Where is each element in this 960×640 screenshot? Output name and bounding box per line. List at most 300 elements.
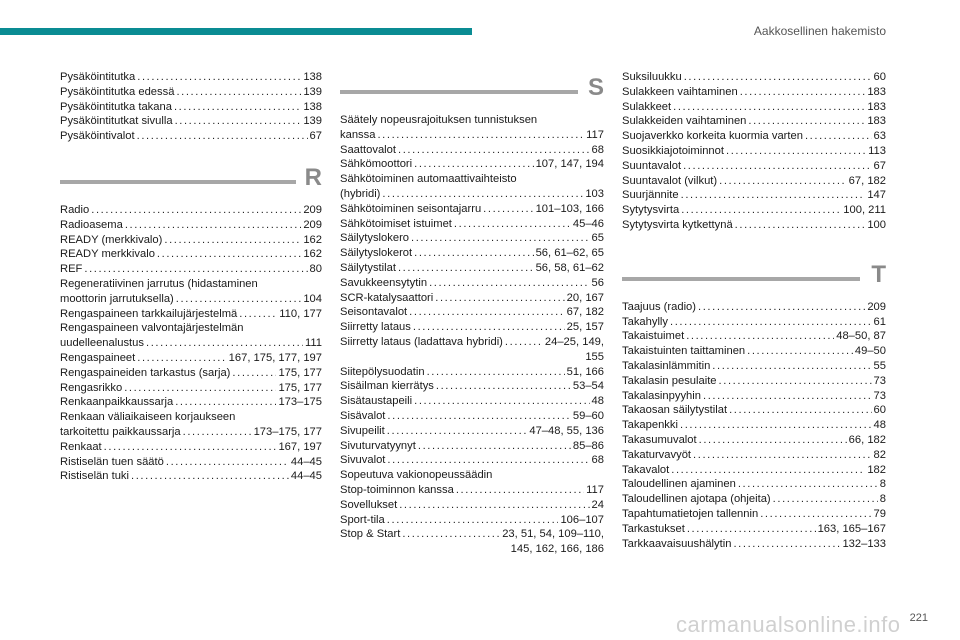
index-entry-page: 67, 182: [566, 306, 604, 319]
index-entry-page: 173–175, 177: [253, 425, 322, 438]
index-entry-term: Taloudellinen ajaminen: [622, 478, 736, 491]
index-entry-term: Sisävalot: [340, 409, 386, 422]
dot-leader: [176, 292, 302, 307]
index-entry: [60, 233, 322, 248]
dot-leader: [748, 114, 865, 129]
dot-leader: [435, 291, 564, 306]
section-header-t: [622, 259, 886, 293]
index-entry-page: 209: [867, 300, 886, 313]
index-entry-page: 117: [586, 128, 604, 141]
dot-leader: [735, 218, 866, 233]
dot-leader: [137, 129, 308, 144]
index-entry-page: 103: [585, 187, 604, 200]
dot-leader: [402, 527, 500, 542]
dot-leader: [84, 262, 307, 277]
index-entry: [340, 379, 604, 394]
index-entry-term: Taajuus (radio): [622, 300, 696, 313]
dot-leader: [137, 351, 226, 366]
dot-leader: [411, 231, 590, 246]
index-entry-page: 25, 157: [566, 321, 604, 334]
index-entry: [60, 440, 322, 455]
dot-leader: [671, 463, 865, 478]
index-entry-page: 66, 182: [848, 433, 886, 446]
dot-leader: [429, 276, 589, 291]
index-entry-page: 80: [309, 263, 322, 276]
dot-leader: [454, 217, 571, 232]
index-entry-term: Rengaspaineiden tarkastus (sarja): [60, 366, 231, 379]
dot-leader: [693, 448, 872, 463]
dot-leader: [686, 329, 834, 344]
index-entry-page: 73: [873, 374, 886, 387]
index-entry-page: 56, 61–62, 65: [535, 247, 604, 260]
section-t-list: [622, 300, 886, 552]
index-entry-page: 162: [303, 233, 322, 246]
index-entry: [340, 424, 604, 439]
dot-leader: [104, 440, 277, 455]
index-entry-page: 56, 58, 61–62: [535, 261, 604, 274]
col3-top-list: [622, 70, 886, 233]
index-entry-term: Suojaverkko korkeita kuormia varten: [622, 130, 803, 143]
index-entry: [622, 537, 886, 552]
section-header-s: [340, 72, 604, 106]
index-entry: [622, 433, 886, 448]
index-entry-page: 67: [873, 159, 886, 172]
index-entry-term: Sähkömoottori: [340, 158, 413, 171]
index-entry: [60, 336, 322, 351]
index-entry: [622, 344, 886, 359]
index-entry-term: Savukkeensytytin: [340, 276, 428, 289]
index-entry: [622, 477, 886, 492]
index-entry-term: Takaturvavyöt: [622, 448, 692, 461]
index-entry-page: 48–50, 87: [836, 330, 886, 343]
index-entry: [622, 389, 886, 404]
index-entry: [622, 159, 886, 174]
index-column-2: [340, 70, 604, 557]
dot-leader: [399, 498, 589, 513]
dot-leader: [157, 247, 301, 262]
index-entry-page: 63: [873, 130, 886, 143]
section-header-r: [60, 162, 322, 196]
index-entry-page: 173–175: [278, 396, 322, 409]
page-number: 221: [909, 612, 928, 624]
index-entry-page: 110, 177: [279, 307, 322, 320]
dot-leader: [175, 395, 276, 410]
index-entry-term: Sähkötoiminen seisontajarru: [340, 202, 482, 215]
index-entry-page: 139: [303, 115, 322, 128]
index-entry-page: 68: [591, 454, 604, 467]
index-entry-page: 47–48, 55, 136: [529, 424, 604, 437]
index-entry: [340, 513, 604, 528]
index-entry: [340, 217, 604, 232]
index-entry-page: 56: [591, 276, 604, 289]
index-entry-term: Siitepölysuodatin: [340, 365, 425, 378]
index-entry-term: Rengaspaineet: [60, 351, 136, 364]
index-entry-term: tarkoitettu paikkaussarja: [60, 425, 181, 438]
index-entry: [340, 187, 604, 202]
index-entry: [622, 174, 886, 189]
index-entry-term: Renkaanpaikkaussarja: [60, 396, 174, 409]
index-entry-term: Stop-toiminnon kanssa: [340, 483, 454, 496]
dot-leader: [687, 522, 816, 537]
dot-leader: [773, 492, 878, 507]
index-entry-page: 65: [591, 232, 604, 245]
dot-leader: [377, 128, 584, 143]
index-entry-text: Regeneratiivinen jarrutus (hidastaminen: [60, 277, 258, 290]
index-entry-page: 55: [873, 359, 886, 372]
dot-leader: [683, 159, 871, 174]
index-entry-page: 67, 182: [848, 174, 886, 187]
index-entry: [60, 85, 322, 100]
index-entry-term: Sytytysvirta kytkettynä: [622, 218, 733, 231]
index-entry: [340, 261, 604, 276]
dot-leader: [414, 246, 533, 261]
col1-top-list: [60, 70, 322, 144]
index-entry: [622, 114, 886, 129]
index-entry-term: Rengaspaineen tarkkailujärjestelmä: [60, 307, 238, 320]
index-entry-term: Rengasrikko: [60, 381, 123, 394]
index-entry-term: Sähkötoimiset istuimet: [340, 217, 452, 230]
dot-leader: [125, 218, 302, 233]
index-entry-text: Rengaspaineen valvontajärjestelmän: [60, 322, 244, 335]
index-entry-text: Renkaan väliaikaiseen korjaukseen: [60, 411, 236, 424]
index-entry: [60, 247, 322, 262]
index-entry-term: Tarkkaavaisuushälytin: [622, 537, 732, 550]
dot-leader: [681, 188, 866, 203]
index-entry: [340, 128, 604, 143]
index-entry-term: Takalasin pesulaite: [622, 374, 717, 387]
index-entry-term: Sivupeilit: [340, 424, 385, 437]
dot-leader: [232, 366, 276, 381]
dot-leader: [137, 70, 301, 85]
dot-leader: [703, 389, 872, 404]
index-entry: [60, 307, 322, 322]
section-letter: T: [871, 260, 886, 288]
index-entry: [60, 114, 322, 129]
dot-leader: [131, 469, 289, 484]
dot-leader: [239, 307, 277, 322]
dot-leader: [414, 157, 533, 172]
index-entry-term: Suksiluukku: [622, 71, 682, 83]
dot-leader: [183, 425, 252, 440]
index-entry-page: 183: [867, 85, 886, 98]
index-entry-term: Pysäköintitutka: [60, 71, 136, 83]
index-entry-term: kanssa: [340, 128, 376, 141]
index-entry-page: 59–60: [572, 409, 604, 422]
index-entry-page: 139: [303, 85, 322, 98]
index-entry: [622, 144, 886, 159]
index-entry-page: 138: [303, 71, 322, 83]
index-entry-page: 138: [303, 100, 322, 113]
index-entry: [622, 522, 886, 537]
index-entry-page: 209: [303, 203, 322, 216]
index-column-1: [60, 70, 322, 484]
index-entry-term: Takapenkki: [622, 419, 678, 432]
dot-leader: [719, 374, 872, 389]
index-entry: [340, 320, 604, 335]
index-entry-term: Radioasema: [60, 218, 123, 231]
index-entry-term: Takaistuinten taittaminen: [622, 345, 746, 358]
index-entry-page: 167, 175, 177, 197: [228, 351, 322, 364]
index-entry-term: Renkaat: [60, 440, 102, 453]
index-entry-term: Takavalot: [622, 463, 670, 476]
dot-leader: [124, 381, 276, 396]
index-entry-page: 79: [873, 507, 886, 520]
index-entry-page: 45–46: [572, 217, 604, 230]
index-entry: [622, 315, 886, 330]
index-entry-term: REF: [60, 263, 83, 276]
index-entry-term: Sulakkeet: [622, 100, 672, 113]
index-entry: [60, 218, 322, 233]
index-entry: [622, 129, 886, 144]
dot-leader: [164, 233, 301, 248]
index-entry-term: Sport-tila: [340, 513, 385, 526]
dot-leader: [719, 174, 847, 189]
index-entry: [340, 157, 604, 172]
index-entry-term: Saattovalot: [340, 143, 396, 156]
index-entry-term: Ristiselän tuen säätö: [60, 455, 164, 468]
index-entry-term: Sisätaustapeili: [340, 395, 413, 408]
dot-leader: [413, 320, 565, 335]
index-entry: [340, 231, 604, 246]
index-entry-page: 101–103, 166: [535, 202, 604, 215]
index-entry: [622, 492, 886, 507]
index-entry: [340, 498, 604, 513]
index-entry-term: Sivuturvatyynyt: [340, 439, 416, 452]
index-entry-term: Suuntavalot: [622, 159, 682, 172]
section-letter: S: [587, 74, 604, 101]
index-entry-page-continued: 145, 162, 166, 186: [510, 543, 604, 556]
index-entry: [60, 425, 322, 440]
dot-leader: [680, 418, 872, 433]
index-entry: [622, 218, 886, 233]
index-entry: [60, 381, 322, 396]
index-entry-page: 167, 197: [278, 440, 322, 453]
index-entry: [60, 469, 322, 484]
index-entry-term: Suuntavalot (vilkut): [622, 174, 718, 187]
index-entry-page: 60: [873, 71, 886, 83]
dot-leader: [387, 424, 528, 439]
index-entry-term: Säilytyslokerot: [340, 247, 413, 260]
index-entry-page: 117: [586, 483, 604, 496]
index-entry: [60, 351, 322, 366]
dot-leader: [505, 335, 543, 350]
index-entry-page: 132–133: [842, 537, 886, 550]
dot-leader: [409, 305, 565, 320]
index-entry: [340, 305, 604, 320]
index-entry-page: 61: [873, 315, 886, 328]
index-entry: [60, 366, 322, 381]
index-entry-page: 209: [303, 218, 322, 231]
dot-leader: [698, 300, 865, 315]
index-entry: [340, 439, 604, 454]
header-accent-bar: [0, 28, 472, 35]
dot-leader: [414, 394, 589, 409]
index-entry-term: Takasumuvalot: [622, 433, 697, 446]
index-entry-page: 67: [309, 130, 322, 143]
index-entry-page: 23, 51, 54, 109–110,: [502, 528, 604, 541]
index-entry-term: Pysäköintitutkat sivulla: [60, 115, 173, 128]
index-entry: [60, 129, 322, 144]
index-entry-page: 53–54: [572, 380, 604, 393]
index-entry-page: 183: [867, 115, 886, 128]
index-entry: [60, 70, 322, 85]
index-entry-term: Sivuvalot: [340, 454, 386, 467]
dot-leader: [729, 403, 871, 418]
dot-leader: [673, 100, 865, 115]
index-entry-term: Säilytyslokero: [340, 232, 410, 245]
index-entry: [622, 188, 886, 203]
index-entry-term: uudelleenalustus: [60, 337, 144, 350]
index-entry-term: Tapahtumatietojen tallennin: [622, 507, 759, 520]
dot-leader: [681, 203, 841, 218]
index-entry-page: 182: [867, 463, 886, 476]
index-entry-term: Siirretty lataus: [340, 321, 411, 334]
index-entry: [622, 100, 886, 115]
index-entry-page: 24–25, 149,: [544, 335, 604, 348]
index-entry: [340, 276, 604, 291]
dot-leader: [670, 315, 872, 330]
index-entry-term: READY (merkkivalo): [60, 233, 163, 246]
index-entry-page: 147: [867, 189, 886, 202]
index-entry-page: 60: [873, 404, 886, 417]
index-entry-term: Tarkastukset: [622, 522, 685, 535]
dot-leader: [427, 365, 565, 380]
dot-leader: [176, 85, 301, 100]
index-entry: [340, 335, 604, 350]
index-entry-page: 44–45: [290, 455, 322, 468]
index-entry-term: Suosikkiajotoiminnot: [622, 144, 724, 157]
index-entry-term: Pysäköintitutka takana: [60, 100, 172, 113]
index-entry-page: 73: [873, 389, 886, 402]
dot-leader: [382, 187, 583, 202]
section-rule: [60, 180, 296, 184]
index-entry-page: 107, 147, 194: [535, 158, 604, 171]
index-entry-page: 100, 211: [843, 204, 886, 217]
index-entry: [622, 403, 886, 418]
dot-leader: [747, 344, 853, 359]
index-entry-text: Säätely nopeusrajoituksen tunnistuksen: [340, 114, 538, 126]
index-entry-term: Takahylly: [622, 315, 669, 328]
dot-leader: [699, 433, 847, 448]
dot-leader: [738, 477, 878, 492]
index-entry: [622, 203, 886, 218]
index-entry: [60, 395, 322, 410]
index-entry-term: READY merkkivalo: [60, 248, 155, 261]
index-entry-page: 8: [879, 493, 886, 506]
dot-leader: [398, 261, 534, 276]
dot-leader: [483, 202, 533, 217]
index-entry: [60, 455, 322, 470]
dot-leader: [760, 507, 871, 522]
dot-leader: [805, 129, 872, 144]
index-entry-page: 48: [873, 419, 886, 432]
index-entry: [622, 70, 886, 85]
index-entry-term: Ristiselän tuki: [60, 470, 130, 483]
index-entry-term: Siirretty lataus (ladattava hybridi): [340, 335, 503, 348]
index-entry-page: 175, 177: [278, 366, 322, 379]
index-entry-term: Radio: [60, 203, 90, 216]
index-entry-term: Sisäilman kierrätys: [340, 380, 434, 393]
index-entry-page: 162: [303, 248, 322, 261]
index-entry-page: 100: [867, 218, 886, 231]
index-entry-term: Seisontavalot: [340, 306, 408, 319]
dot-leader: [418, 439, 571, 454]
dot-leader: [166, 455, 289, 470]
dot-leader: [456, 483, 584, 498]
index-entry-page: 48: [591, 395, 604, 408]
index-entry-page: 51, 166: [566, 365, 604, 378]
index-entry: [622, 359, 886, 374]
index-entry: [340, 246, 604, 261]
index-entry: [622, 418, 886, 433]
index-entry: [60, 292, 322, 307]
dot-leader: [91, 203, 301, 218]
index-entry: [622, 448, 886, 463]
index-entry-term: Suurjännite: [622, 189, 679, 202]
index-entry-term: moottorin jarrutuksella): [60, 292, 174, 305]
index-entry-page: 175, 177: [278, 381, 322, 394]
index-entry: [340, 365, 604, 380]
index-entry: [622, 463, 886, 478]
dot-leader: [712, 359, 871, 374]
index-entry-term: Stop & Start: [340, 528, 401, 541]
section-rule: [340, 90, 578, 94]
index-entry-term: Sytytysvirta: [622, 204, 680, 217]
index-entry-term: Sulakkeen vaihtaminen: [622, 85, 738, 98]
index-entry: [60, 100, 322, 115]
dot-leader: [398, 143, 590, 158]
index-entry: [340, 453, 604, 468]
index-entry: [340, 143, 604, 158]
index-entry-term: Sulakkeiden vaihtaminen: [622, 115, 747, 128]
index-entry-page: 163, 165–167: [817, 522, 886, 535]
index-entry-page: 49–50: [854, 345, 886, 358]
watermark-text: carmanualsonline.info: [676, 612, 901, 637]
index-entry-term: Pysäköintitutka edessä: [60, 85, 175, 98]
index-entry-page: 113: [868, 144, 886, 157]
dot-leader: [733, 537, 840, 552]
dot-leader: [726, 144, 866, 159]
index-entry-term: Sovellukset: [340, 498, 398, 511]
index-entry-page: 68: [591, 143, 604, 156]
index-entry: [340, 202, 604, 217]
dot-leader: [387, 513, 559, 528]
section-s-list: [340, 113, 604, 557]
dot-leader: [387, 453, 589, 468]
index-entry: [340, 409, 604, 424]
index-entry-term: Takaistuimet: [622, 330, 685, 343]
index-entry-page: 104: [303, 292, 322, 305]
dot-leader: [740, 85, 866, 100]
dot-leader: [146, 336, 303, 351]
page-header-title: Aakkosellinen hakemisto: [753, 24, 886, 38]
index-entry-term: SCR-katalysaattori: [340, 291, 434, 304]
index-entry-term: Pysäköintivalot: [60, 130, 135, 143]
index-entry: [340, 291, 604, 306]
index-entry: [340, 394, 604, 409]
index-entry: [622, 507, 886, 522]
section-r-list: [60, 203, 322, 484]
index-entry-page: 20, 167: [566, 291, 604, 304]
dot-leader: [436, 379, 571, 394]
dot-leader: [684, 70, 872, 85]
index-entry-term: Takalasinlämmitin: [622, 359, 711, 372]
index-entry-page: 106–107: [560, 513, 604, 526]
index-entry-term: Takalasinpyyhin: [622, 389, 701, 402]
index-entry-term: (hybridi): [340, 187, 381, 200]
index-entry: [340, 483, 604, 498]
dot-leader: [387, 409, 570, 424]
